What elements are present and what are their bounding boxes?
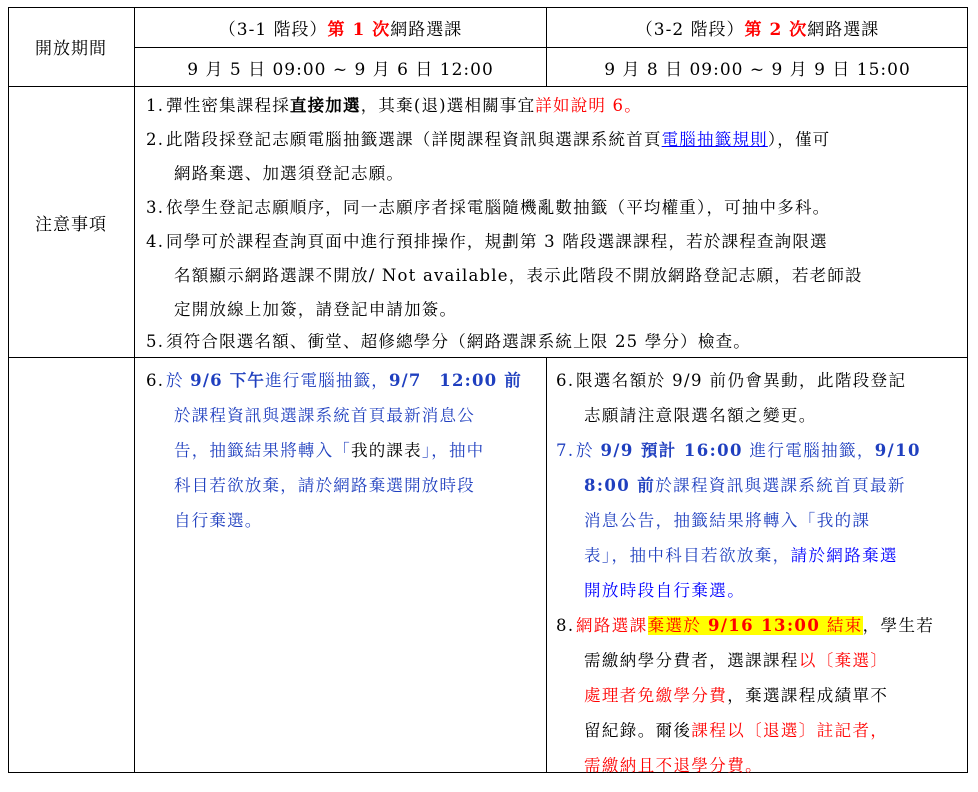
phase-2-note-8-l1b: 棄選於 — [647, 616, 708, 635]
phase-1-note-6-l2: 於課程資訊與選課系統首頁最新消息公 — [174, 406, 475, 425]
note-item-3 — [146, 191, 830, 225]
label-column-divider — [134, 7, 135, 773]
phase-2-note-6 — [556, 363, 934, 398]
phase-1-note-6-l4: 科目若欲放棄，請於網路棄選開放時段 — [174, 476, 475, 495]
phase-2-note-8-l2b: 以〔棄選〕 — [798, 651, 889, 670]
note-4-line1: 同學可於課程查詢頁面中進行預排操作，規劃第 3 階段選課課程，若於課程查詢限選 — [166, 232, 828, 251]
phase-2-note-7-l5: 開放時段自行棄選。 — [584, 581, 746, 600]
phase-2-dates: 9 月 8 日 09:00 ~ 9 月 9 日 15:00 — [604, 59, 911, 80]
bottom-column-divider — [546, 357, 547, 773]
phase-2-note-6-l1: 限選名額於 9/9 前仍會異動，此階段登記 — [576, 371, 907, 390]
phase-2-note-8-l4b: 課程以〔退選〕註記者， — [691, 721, 889, 740]
note-5-number: 5. — [146, 332, 165, 351]
phase-1-note-6-l3b: 我的課表 — [351, 441, 422, 460]
phase-1-title-suffix: 網路選課 — [390, 19, 463, 40]
phase-1-note-6-l5: 自行棄選。 — [174, 511, 263, 530]
phase-2-note-8-l1e: ，學生若 — [862, 616, 935, 635]
phase-1-note-6-l1d: 9/7 12:00 前 — [389, 371, 522, 390]
course-selection-table — [8, 7, 968, 773]
note-item-4 — [146, 225, 828, 259]
phase-2-note-8-l5: 需繳納且不退學分費。 — [584, 756, 763, 775]
phase-2-note-7-number: 7. — [556, 441, 575, 460]
note-1-text-c: ，其棄(退)選相關事宜 — [360, 96, 536, 115]
phase-2-note-7-l3: 消息公告，抽籤結果將轉入「我的課 — [584, 511, 871, 530]
phase-1-note-6-l1c: 進行電腦抽籤， — [265, 371, 389, 390]
note-item-5 — [146, 325, 751, 359]
phase-1-dates: 9 月 5 日 09:00 ~ 9 月 6 日 12:00 — [187, 59, 494, 80]
phase-2-note-7-l4a: 表」，抽中科目若欲放棄， — [584, 546, 791, 565]
phase-2-note-7-l1c: 進行電腦抽籤， — [742, 441, 875, 460]
note-2-text-a: 此階段採登記志願電腦抽籤選課（詳閱課程資訊與選課系統首頁 — [166, 130, 662, 149]
phase-2-note-8-l4a: 留紀錄。爾後 — [584, 721, 692, 740]
note-item-4-line3: 定開放線上加簽，請登記申請加簽。 — [174, 300, 458, 319]
phase-2-note-8-l2a: 需繳納學分費者，選課課程 — [584, 651, 799, 670]
phase-2-round: 第 2 次 — [744, 19, 808, 40]
phase-1-note-6-l3c: 」，抽中 — [421, 441, 485, 460]
note-item-1 — [146, 89, 642, 123]
phase-2-note-7-l2b: 於課程資訊與選課系統首頁最新 — [655, 476, 906, 495]
note-2-number: 2. — [146, 130, 165, 149]
phase-2-title-prefix: （3-2 階段） — [635, 19, 745, 40]
phase-2-note-8-l3a: 處理者免繳學分費 — [584, 686, 728, 705]
phase-2-note-7-l4b: 請於網路棄選 — [790, 546, 898, 565]
phase-2-note-7-l1b: 9/9 預計 16:00 — [600, 441, 743, 460]
note-1-number: 1. — [146, 96, 165, 115]
phase-1-note-6-l1b: 9/6 下午 — [190, 371, 266, 390]
note-2-text-b: ），僅可 — [767, 130, 831, 149]
phase-1-title-prefix: （3-1 階段） — [218, 19, 328, 40]
phase-1-title — [135, 7, 546, 47]
note-4-number: 4. — [146, 232, 165, 251]
phase-1-note-6-l3a: 告，抽籤結果將轉入「 — [174, 441, 351, 460]
phase-2-note-6-l2: 志願請注意限選名額之變更。 — [584, 406, 817, 425]
notes-label: 注意事項 — [35, 214, 107, 235]
note-5-text: 須符合限選名額、衝堂、超修總學分（網路選課系統上限 25 學分）檢查。 — [166, 332, 751, 351]
phase-1-note-6-number: 6. — [146, 371, 165, 390]
phase-1-round: 第 1 次 — [327, 19, 391, 40]
phase-1-note-6-l1a: 於 — [166, 371, 191, 390]
phase-2-title — [547, 7, 968, 47]
note-item-2-line2: 網路棄選、加選須登記志願。 — [174, 164, 405, 183]
row-divider-1 — [8, 86, 968, 87]
phase-2-note-7-l1a: 於 — [576, 441, 601, 460]
phase-2-note-8 — [556, 608, 934, 643]
note-item-4-line2: 名額顯示網路選課不開放/ Not available，表示此階段不開放網路登記志願，若老師設 — [174, 266, 863, 285]
period-label: 開放期間 — [35, 39, 107, 59]
phase-1-note-6 — [146, 363, 522, 538]
phase-2-note-8-l1d: 結束 — [820, 616, 863, 635]
phase-2-note-8-l1a: 網路選課 — [576, 616, 648, 635]
phase-2-note-8-l1c: 9/16 13:00 — [707, 616, 821, 635]
phase-2-notes — [556, 363, 934, 783]
phase-2-note-7 — [556, 433, 934, 468]
note-1-text-a: 彈性密集課程採 — [166, 96, 290, 115]
note-3-text: 依學生登記志願順序，同一志願序者採電腦隨機亂數抽籤（平均權重），可抽中多科。 — [166, 198, 831, 217]
lottery-rules-link[interactable]: 電腦抽籤規則 — [661, 130, 768, 149]
phase-2-title-suffix: 網路選課 — [807, 19, 880, 40]
note-item-2 — [146, 123, 830, 157]
note-1-text-bold: 直接加選 — [289, 96, 361, 115]
phase-2-note-8-l3b: ，棄選課程成績單不 — [727, 686, 889, 705]
note-1-text-red: 詳如說明 6。 — [535, 96, 642, 115]
phase-2-note-7-l1d: 9/10 — [874, 441, 921, 460]
note-3-number: 3. — [146, 198, 165, 217]
phase-2-note-6-number: 6. — [556, 371, 575, 390]
phase-2-note-8-number: 8. — [556, 616, 575, 635]
phase-2-note-7-l2a: 8:00 前 — [584, 476, 656, 495]
